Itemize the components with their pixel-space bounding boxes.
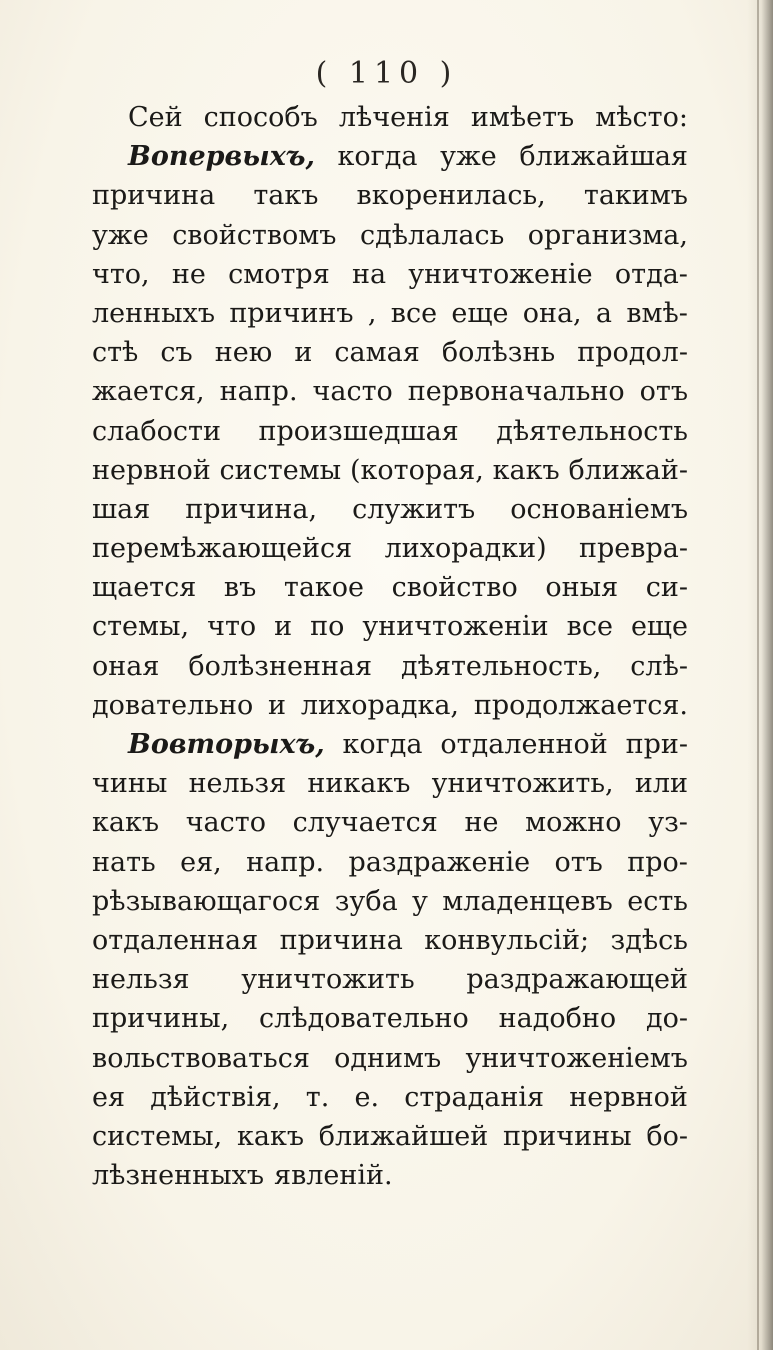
page-edge-shadow bbox=[747, 0, 773, 1350]
word: уже bbox=[440, 141, 497, 173]
word: вкоренилась, bbox=[356, 180, 546, 212]
word: такъ bbox=[253, 180, 319, 212]
word: еще bbox=[451, 297, 509, 329]
word: такимъ bbox=[583, 180, 688, 212]
word: или bbox=[634, 768, 688, 800]
word: лѣченія bbox=[338, 102, 450, 133]
word: при- bbox=[625, 729, 688, 760]
word: ея, bbox=[180, 846, 222, 878]
word: самая bbox=[334, 337, 420, 369]
text-line bbox=[92, 372, 688, 411]
word: продол- bbox=[577, 337, 688, 369]
word: имѣетъ bbox=[470, 102, 575, 133]
word: продолжается. bbox=[473, 689, 688, 721]
word: ближайшая bbox=[519, 141, 688, 173]
word: Вовторыхъ, bbox=[128, 729, 325, 760]
word: страданія bbox=[404, 1081, 545, 1113]
word: произшедшая bbox=[258, 415, 459, 447]
word: системы, bbox=[92, 1120, 223, 1152]
word: жается, bbox=[92, 376, 205, 408]
word: чины bbox=[92, 768, 168, 800]
word: свойство bbox=[391, 572, 518, 604]
word: Вопервыхъ, bbox=[128, 141, 315, 173]
word: и bbox=[268, 689, 287, 721]
word: можно bbox=[525, 807, 622, 839]
word: причины, bbox=[92, 1003, 230, 1035]
word: нельзя bbox=[188, 768, 287, 800]
word: и bbox=[274, 611, 293, 643]
word: первоначально bbox=[407, 376, 625, 408]
text-line bbox=[92, 294, 688, 333]
word: рѣзывающагося bbox=[92, 885, 321, 917]
text-line bbox=[92, 764, 688, 803]
word: зуба bbox=[334, 885, 398, 917]
word: болѣзнь bbox=[441, 337, 556, 369]
text-line bbox=[92, 1117, 688, 1156]
word: оныя bbox=[545, 572, 619, 604]
word: , bbox=[367, 297, 377, 329]
text-line bbox=[92, 1156, 688, 1195]
word: причина, bbox=[185, 493, 318, 525]
body-text bbox=[92, 98, 688, 1195]
text-line bbox=[92, 843, 688, 882]
word: раздраженіе bbox=[348, 846, 531, 878]
text-line bbox=[92, 1039, 688, 1078]
word: смотря bbox=[228, 258, 330, 290]
word: нельзя bbox=[92, 964, 190, 996]
word: сдѣлалась bbox=[359, 219, 505, 251]
word: (которая, bbox=[350, 454, 484, 486]
word: дѣятельность bbox=[496, 415, 688, 447]
word: организма, bbox=[527, 219, 688, 251]
text-line bbox=[92, 725, 688, 764]
text-line bbox=[92, 921, 688, 960]
word: и bbox=[294, 337, 313, 369]
word: вольствоваться bbox=[92, 1042, 310, 1074]
word: когда bbox=[337, 141, 418, 173]
word: напр. bbox=[219, 376, 298, 408]
word: т. bbox=[305, 1081, 330, 1113]
word: у bbox=[412, 885, 428, 917]
text-line bbox=[92, 647, 688, 686]
word: есть bbox=[627, 885, 688, 917]
word: въ bbox=[223, 572, 257, 604]
word: шая bbox=[92, 493, 151, 525]
text-line bbox=[92, 803, 688, 842]
word: уничтоженіемъ bbox=[465, 1042, 688, 1074]
word: дѣйствія, bbox=[150, 1081, 281, 1113]
word: надобно bbox=[498, 1003, 617, 1035]
word: а bbox=[595, 297, 613, 329]
text-line bbox=[92, 568, 688, 607]
text-line bbox=[92, 490, 688, 529]
word: ближайшей bbox=[318, 1120, 489, 1152]
word: еще bbox=[630, 611, 688, 643]
word: уничтожить, bbox=[431, 768, 614, 800]
word: до- bbox=[645, 1003, 688, 1035]
word: по bbox=[310, 611, 345, 643]
word: отъ bbox=[554, 846, 603, 878]
word: нервной bbox=[92, 454, 211, 486]
word: отдаленной bbox=[440, 729, 608, 760]
word: стѣ bbox=[92, 337, 139, 369]
word: мѣсто: bbox=[595, 102, 688, 133]
word: щается bbox=[92, 572, 197, 604]
word: напр. bbox=[246, 846, 325, 878]
word: что bbox=[207, 611, 257, 643]
word: дѣятельность, bbox=[401, 650, 602, 682]
word: все bbox=[390, 297, 438, 329]
word: уничтоженіи bbox=[362, 611, 549, 643]
page-edge-line bbox=[757, 0, 759, 1350]
word: съ bbox=[160, 337, 193, 369]
word: такое bbox=[283, 572, 365, 604]
word: перемѣжающейся bbox=[92, 533, 353, 565]
word: довательно bbox=[92, 689, 254, 721]
word: причина bbox=[279, 924, 403, 956]
word: часто bbox=[185, 807, 266, 839]
page-number: ( 110 ) bbox=[315, 56, 458, 91]
word: стемы, bbox=[92, 611, 190, 643]
word: не bbox=[464, 807, 499, 839]
word: случается bbox=[292, 807, 438, 839]
word: отда- bbox=[614, 258, 688, 290]
word: лѣзненныхъ bbox=[92, 1160, 265, 1192]
word: уз- bbox=[648, 807, 688, 839]
word: системы bbox=[219, 454, 342, 486]
word: какъ bbox=[492, 454, 560, 486]
text-line bbox=[92, 412, 688, 451]
text-line bbox=[92, 686, 688, 725]
text-line bbox=[92, 98, 688, 137]
word: оная bbox=[92, 650, 160, 682]
word: какъ bbox=[92, 807, 160, 839]
text-line bbox=[92, 451, 688, 490]
text-line bbox=[92, 999, 688, 1038]
word: причина bbox=[92, 180, 216, 212]
word: болѣзненная bbox=[188, 650, 373, 682]
word: про- bbox=[627, 846, 688, 878]
text-line bbox=[92, 137, 688, 176]
word: она, bbox=[522, 297, 582, 329]
word: все bbox=[566, 611, 613, 643]
text-line bbox=[92, 255, 688, 294]
word: превра- bbox=[579, 533, 688, 565]
word: бо- bbox=[646, 1120, 688, 1152]
word: си- bbox=[645, 572, 688, 604]
text-line bbox=[92, 529, 688, 568]
word: отдаленная bbox=[92, 924, 259, 956]
word: вмѣ- bbox=[626, 297, 688, 329]
text-line bbox=[92, 333, 688, 372]
text-line bbox=[92, 882, 688, 921]
word: нею bbox=[214, 337, 273, 369]
word: младенцевъ bbox=[442, 885, 613, 917]
word: что, bbox=[92, 258, 150, 290]
word: никакъ bbox=[307, 768, 411, 800]
word: е. bbox=[354, 1081, 380, 1113]
word: причины bbox=[502, 1120, 632, 1152]
word: на bbox=[351, 258, 387, 290]
word: способъ bbox=[203, 102, 318, 133]
word: часто bbox=[312, 376, 393, 408]
word: слабости bbox=[92, 415, 221, 447]
word: какъ bbox=[237, 1120, 305, 1152]
word: однимъ bbox=[334, 1042, 442, 1074]
text-line bbox=[92, 960, 688, 999]
word: здѣсь bbox=[610, 924, 688, 956]
word: уже bbox=[92, 219, 149, 251]
word: ближай- bbox=[568, 454, 688, 486]
word: слѣдовательно bbox=[259, 1003, 469, 1035]
text-line bbox=[92, 1078, 688, 1117]
word: уничтоженіе bbox=[408, 258, 593, 290]
word: нервной bbox=[569, 1081, 688, 1113]
word: не bbox=[171, 258, 206, 290]
word: когда bbox=[342, 729, 423, 760]
text-line bbox=[92, 607, 688, 646]
word: свойствомъ bbox=[172, 219, 337, 251]
word: конвульсій; bbox=[424, 924, 590, 956]
word: отъ bbox=[639, 376, 688, 408]
word: Сей bbox=[128, 102, 183, 133]
word: служитъ bbox=[352, 493, 476, 525]
word: нать bbox=[92, 846, 156, 878]
word: уничтожить bbox=[241, 964, 415, 996]
word: слѣ- bbox=[630, 650, 688, 682]
text-line bbox=[92, 216, 688, 255]
word: явленій. bbox=[274, 1160, 393, 1192]
word: основаніемъ bbox=[510, 493, 688, 525]
text-line bbox=[92, 176, 688, 215]
word: ленныхъ bbox=[92, 297, 216, 329]
word: ея bbox=[92, 1081, 126, 1113]
word: причинъ bbox=[229, 297, 354, 329]
word: лихорадки) bbox=[384, 533, 547, 565]
word: лихорадка, bbox=[300, 689, 460, 721]
word: раздражающей bbox=[466, 964, 688, 996]
